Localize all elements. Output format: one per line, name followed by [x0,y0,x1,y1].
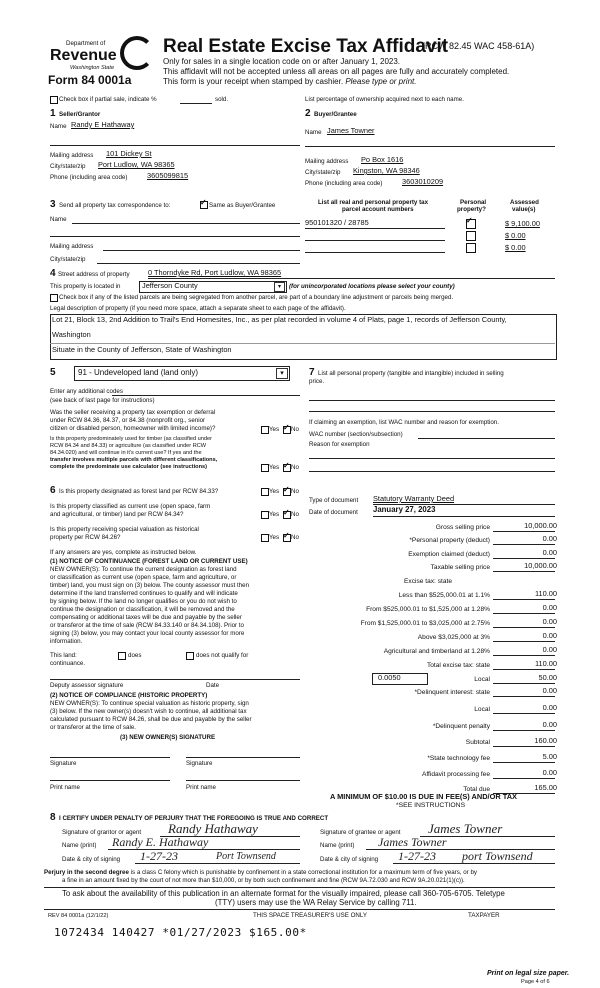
doc-type-label: Type of document [309,497,359,504]
forest-yes-checkbox[interactable] [261,488,269,496]
buyer-heading: Buyer/Grantee [314,111,357,118]
penalty-label: *Delinquent penalty [432,723,490,730]
partial-sale-checkbox[interactable] [50,96,58,104]
delinq-state-label: *Delinquent interest: state [414,689,490,696]
yes-label: Yes [269,488,280,495]
legal-paper-note: Print on legal size paper. [487,970,570,977]
owner-signature-label-2: Signature [186,760,213,767]
street-label: Street address of property [58,271,130,278]
same-as-buyer-checkbox[interactable] [200,201,208,209]
forest-no-checkbox[interactable] [283,488,291,496]
sec8-num: 8 [50,812,56,823]
grantee-printed-name[interactable]: James Towner [378,835,447,849]
ownership-note: List percentage of ownership acquired next to each name. [305,96,464,103]
page-title: Real Estate Excise Tax Affidavit [163,36,449,57]
total-state-tax-label: Total excise tax: state [426,662,490,669]
chevron-down-icon: ▾ [276,368,288,379]
gross-price-label: Gross selling price [435,524,490,531]
tech-fee-label: *State technology fee [427,755,490,762]
sec5-num: 5 [50,367,56,378]
sec3-name-label: Name [50,216,67,223]
notice2-line: calculated pursuant to RCW 84.26, shall be due and payable by the seller [50,716,252,723]
no-label: No [291,426,299,433]
land-use-select[interactable] [74,366,290,381]
grantee-name-label: Name (print) [320,842,355,849]
seller-num: 1 [50,108,56,119]
doc-date-label: Date of document [309,509,358,516]
exemption-claimed-value[interactable]: 0.00 [542,548,557,557]
minimum-note: A MINIMUM OF $10.00 IS DUE IN FEE(S) AND/OR TAX [330,792,517,801]
seller-name[interactable]: Randy E Hathaway [71,120,135,129]
see-back-label: (see back of last page for instructions) [50,397,155,404]
exempt-yes-checkbox[interactable] [261,426,269,434]
perjury-line-1: Perjury in the second degree is a class C felony which is punishable by confinement in a state correctional institution for a maximum term of five years, or by [44,869,477,876]
buyer-name-label: Name [305,129,322,136]
grantor-date-label: Date & city of signing [62,856,121,863]
parcel-header-1: List all real and personal property tax [318,199,429,206]
parcel-header-1b: parcel account numbers [342,206,414,213]
deputy-sig-label: Deputy assessor signature [50,682,124,689]
current-use-no-checkbox[interactable] [283,511,291,519]
current-use-q-b: and agricultural, or timber) land per RCW 84.34? [50,511,184,518]
parcel-header-3b: value(s) [512,206,536,213]
state-label: Washington State [70,65,115,71]
does-not-qualify-checkbox[interactable] [186,652,194,660]
exempt-q1a: Was the seller receiving a property tax exemption or deferral [50,409,216,416]
no-label: No [291,464,299,471]
local-tax-value[interactable]: 50.00 [538,673,557,682]
revenue-label: Revenue [50,47,117,64]
if-yes-note: If any answers are yes, complete as instructed below. [50,549,197,556]
cashier-stamp: 1072434 140427 *01/27/2023 $165.00* [54,926,307,939]
deputy-date-label: Date [206,682,220,689]
sec7-num: 7 [309,367,315,378]
notice1-line: by signing below. If the land no longer qualifies or you do not wish to [50,598,237,605]
legal-line-1: Lot 21, Block 13, 2nd Addition to Trail's End Homesites, Inc., as per plat recorded in volume 4 of Plats, page 1, records of Jefferson County, [52,315,507,324]
personal-property-checkbox-3[interactable] [466,243,476,253]
exemption-claimed-label: Exemption claimed (deduct) [408,551,490,558]
grantor-printed-name[interactable]: Randy E. Hathaway [112,835,209,849]
taxable-price-value[interactable]: 10,000.00 [524,561,557,570]
seller-phone-label: Phone (including area code) [50,174,128,181]
subtotal-label: Subtotal [465,739,490,746]
dept-label: Department of [66,40,106,47]
yes-label: Yes [269,511,280,518]
excise-state-heading: Excise tax: state [404,578,453,585]
delinq-state-value[interactable]: 0.00 [542,686,557,695]
no-label: No [291,511,299,518]
exemption-note: If claiming an exemption, list WAC number and reason for exemption. [309,419,499,426]
same-as-buyer-label: Same as Buyer/Grantee [209,202,276,209]
buyer-mail[interactable]: Po Box 1616 [361,155,404,164]
header-note-3: This form is your receipt when stamped by cashier. Please type or print. [163,77,417,86]
tech-fee-value[interactable]: 5.00 [542,752,557,761]
legal-line-3: Situate in the County of Jefferson, State of Washington [52,345,232,354]
notice1-line: or classification as current use (open space, farm and agriculture, or [50,574,237,581]
rev-label: REV 84 0001a (12/1/22) [48,913,109,919]
penalty-value[interactable]: 0.00 [542,720,557,729]
buyer-name[interactable]: James Towner [327,126,375,135]
segregate-checkbox[interactable] [50,294,58,302]
notice1-heading: (1) NOTICE OF CONTINUANCE (FOREST LAND OR CURRENT USE) [50,558,248,565]
header-note-1: Only for sales in a single location code on or after January 1, 2023. [163,57,401,66]
county-select[interactable] [139,281,287,293]
grantee-sig-label: Signature of grantee or agent [320,829,401,836]
yes-label: Yes [269,534,280,541]
access-line-1: To ask about the availability of this publication in an alternate format for the visually impaired, please call 360-705-6705. Teletype [62,889,505,898]
sec3-city-label: City/state/zip [50,256,86,263]
header-note-2: This affidavit will not be accepted unless all areas on all pages are fully and accurately completed. [163,67,510,76]
notice2-line: or transferor at the time of sale. [50,724,136,731]
parcel-header-3: Assessed [510,199,539,206]
seller-phone[interactable]: 3605099815 [147,171,189,180]
seller-heading: Seller/Grantor [59,111,101,118]
seller-mail[interactable]: 101 Dickey St [106,149,152,158]
sec3-text: Send all property tax correspondence to: [59,202,171,209]
doc-type[interactable]: Statutory Warranty Deed [373,494,455,503]
notice1-line: determine if the land transferred continues to qualify and will indicate [50,590,238,597]
new-owner-sig-heading: (3) NEW OWNER(S) SIGNATURE [120,734,216,741]
current-use-yes-checkbox[interactable] [261,511,269,519]
county-label: This property is located in [50,283,121,290]
grantor-date[interactable]: 1-27-23 [140,849,178,863]
notice1-line: continue the designation or classification, it will be removed and the [50,606,235,613]
seller-name-label: Name [50,123,67,130]
form-number: Form 84 0001a [48,73,132,87]
historic-yes-checkbox[interactable] [261,534,269,542]
buyer-num: 2 [305,108,311,119]
bracket-value[interactable]: 0.00 [542,645,557,654]
total-due-value[interactable]: 165.00 [534,783,557,792]
continuance-label: continuance. [50,660,86,667]
notice1-line: signing (3) below, you may contact your local county assessor for more [50,630,245,637]
grantee-city[interactable]: port Townsend [462,849,533,863]
personal-property-value[interactable]: 0.00 [542,534,557,543]
sec4-num: 4 [50,268,56,279]
buyer-phone[interactable]: 3603010209 [402,177,444,186]
total-due-label: Total due [463,786,490,793]
land-use-value: 91 - Undeveloped land (land only) [78,368,199,377]
timber-q-a: Is this property predominately used for timber (as classified under [50,436,212,442]
seller-mail-label: Mailing address [50,152,94,159]
does-label: does [128,652,142,659]
local-rate-value: 0.0050 [378,673,401,682]
yes-label: Yes [269,426,280,433]
historic-q-a: Is this property receiving special valuation as historical [50,526,199,533]
sec6-num: 6 [50,485,56,496]
buyer-city-label: City/state/zip [305,169,341,176]
access-line-2: (TTY) users may use the WA Relay Service by calling 711. [215,898,417,907]
historic-no-checkbox[interactable] [283,534,291,542]
historic-q-b: property per RCW 84.26? [50,534,121,541]
seller-city-label: City/state/zip [50,163,86,170]
grantor-city[interactable]: Port Townsend [216,851,276,862]
bracket-value[interactable]: 0.00 [542,603,557,612]
notice1-line: timber) land, you must sign on (3) below. The county assessor must then [50,582,250,589]
bracket-label: From $525,000.01 to $1,525,000 at 1.28% [366,606,490,613]
grantor-signature[interactable]: Randy Hathaway [168,821,258,836]
current-use-q-a: Is this property classified as current use (open space, farm [50,503,211,510]
sec3-num: 3 [50,199,56,210]
wac-label: WAC number (section/subsection) [309,431,403,438]
personal-property-checkbox-1[interactable] [466,219,476,229]
chevron-down-icon: ▾ [274,282,285,292]
bracket-label: Less than $525,000.01 at 1.1% [398,592,490,599]
street-address[interactable]: 0 Thorndyke Rd, Port Ludlow, WA 98365 [148,268,282,277]
timber-yes-checkbox[interactable] [261,464,269,472]
does-qualify-checkbox[interactable] [118,652,126,660]
parcel-header-2b: property? [457,206,486,213]
page-number: Page 4 of 6 [521,979,550,985]
local-label: Local [474,676,490,683]
delinq-local-value[interactable]: 0.00 [542,703,557,712]
grantee-date-label: Date & city of signing [320,856,379,863]
forest-q: Is this property designated as forest land per RCW 84.33? [59,488,219,495]
personal-property-checkbox-2[interactable] [466,231,476,241]
notice2-heading: (2) NOTICE OF COMPLIANCE (HISTORIC PROPERTY) [50,692,208,699]
notice1-line: compensating or additional taxes will be due and payable by the seller [50,614,242,621]
county-value: Jefferson County [142,281,198,290]
notice1-line: or transferor at the time of sale (RCW 84.33.140 or 84.34.108). Prior to [50,622,244,629]
addl-codes-label: Enter any additional codes [50,388,123,395]
see-instructions: *SEE INSTRUCTIONS [396,802,466,809]
parcel-number-1[interactable]: 950101320 / 28785 [305,218,369,227]
personal-property-label: *Personal property (deduct) [409,537,490,544]
assessed-value-3[interactable]: $ 0.00 [505,243,526,252]
buyer-city[interactable]: Kingston, WA 98346 [353,166,420,175]
rcw-ref: (RCW 82.45 WAC 458-61A) [422,41,535,51]
sec7-text-2: price. [309,378,325,385]
sec7-text-1: List all personal property (tangible and intangible) included in selling [318,370,504,377]
subtotal-value[interactable]: 160.00 [534,736,557,745]
notice1-line: information. [50,638,83,645]
bracket-label: Above $3,025,000 at 3% [417,634,490,641]
exempt-no-checkbox[interactable] [283,426,291,434]
affidavit-fee-label: Affidavit processing fee [421,771,490,778]
taxpayer-label: TAXPAYER [468,912,500,919]
legal-desc-label: Legal description of property (if you need more space, attach a separate sheet to each page of the affidavit). [50,305,346,312]
notice2-line: (3) below. If the new owner(s) doesn't wish to continue, all additional tax [50,708,247,715]
yes-label: Yes [269,464,280,471]
no-label: No [291,488,299,495]
owner-print-label-1: Print name [50,784,80,791]
grantor-name-label: Name (print) [62,842,97,849]
bracket-value[interactable]: 110.00 [534,589,557,598]
grantee-signature[interactable]: James Towner [428,821,503,836]
sec3-mail-label: Mailing address [50,243,94,250]
legal-line-2: Washington [52,330,91,339]
assessed-value-1[interactable]: $ 9,100.00 [505,219,540,228]
taxable-price-label: Taxable selling price [430,564,490,571]
bracket-value[interactable]: 0.00 [542,617,557,626]
sold-label: sold. [215,96,229,103]
exempt-q1b: under RCW 84.36, 84.37, or 84.38 (nonprofit org., senior [50,417,206,424]
perjury-line-2: a fine in an amount fixed by the court of not more than $10,000, or by both such confinement and fine (RCW 9A.72.030 and RCW 9A.20.021(1)(c)). [62,877,465,884]
bracket-label: From $1,525,000.01 to $3,025,000 at 2.75% [360,620,490,627]
exempt-q1c: citizen or disabled person, homeowner with limited income)? [50,425,216,432]
owner-print-label-2: Print name [186,784,216,791]
bracket-value[interactable]: 0.00 [542,631,557,640]
buyer-mail-label: Mailing address [305,158,349,165]
grantee-date[interactable]: 1-27-23 [398,849,436,863]
treasurer-label: THIS SPACE TREASURER'S USE ONLY [253,912,367,919]
timber-q-e: complete the predominate use calculator (see instructions) [50,464,207,470]
assessed-value-2[interactable]: $ 0.00 [505,231,526,240]
segregate-label: Check box if any of the listed parcels are being segregated from another parcel, are part of a boundary line adjustment or parcels being merged. [59,294,454,301]
reason-label: Reason for exemption [309,441,370,448]
grantor-sig-label: Signature of grantor or agent [62,829,142,836]
notice1-line: NEW OWNER(S): To continue the current designation as forest land [50,566,237,573]
timber-no-checkbox[interactable] [283,464,291,472]
notice2-line: NEW OWNER(S): To continue special valuation as historic property, sign [50,700,249,707]
revenue-logo-icon [120,36,154,70]
local-rate-field[interactable] [372,673,428,685]
buyer-phone-label: Phone (including area code) [305,180,383,187]
affidavit-fee-value[interactable]: 0.00 [542,768,557,777]
seller-city[interactable]: Port Ludlow, WA 98365 [98,160,175,169]
delinq-local-label: Local [474,706,490,713]
timber-q-d: transfer involves multiple parcels with different classifications, [50,457,218,463]
no-label: No [291,534,299,541]
timber-q-c: 84.34.020) and will continue in it's current use? If yes and the [50,450,202,456]
bracket-label: Agricultural and timberland at 1.28% [383,648,490,655]
does-not-label: does not qualify for [196,652,249,659]
total-state-tax-value[interactable]: 110.00 [534,659,557,668]
owner-signature-label-1: Signature [50,760,77,767]
partial-sale-label: Check box if partial sale, indicate % [59,96,157,103]
gross-price-value[interactable]: 10,000.00 [524,521,557,530]
this-land-label: This land: [50,652,77,659]
county-note: (for unincorporated locations please select your county) [289,283,455,290]
parcel-header-2: Personal [460,199,487,206]
certify-text: I CERTIFY UNDER PENALTY OF PERJURY THAT THE FOREGOING IS TRUE AND CORRECT [59,815,329,822]
doc-date[interactable]: January 27, 2023 [373,505,436,514]
timber-q-b: RCW 84.34 and 84.33) or agriculture (as classified under RCW [50,443,207,449]
